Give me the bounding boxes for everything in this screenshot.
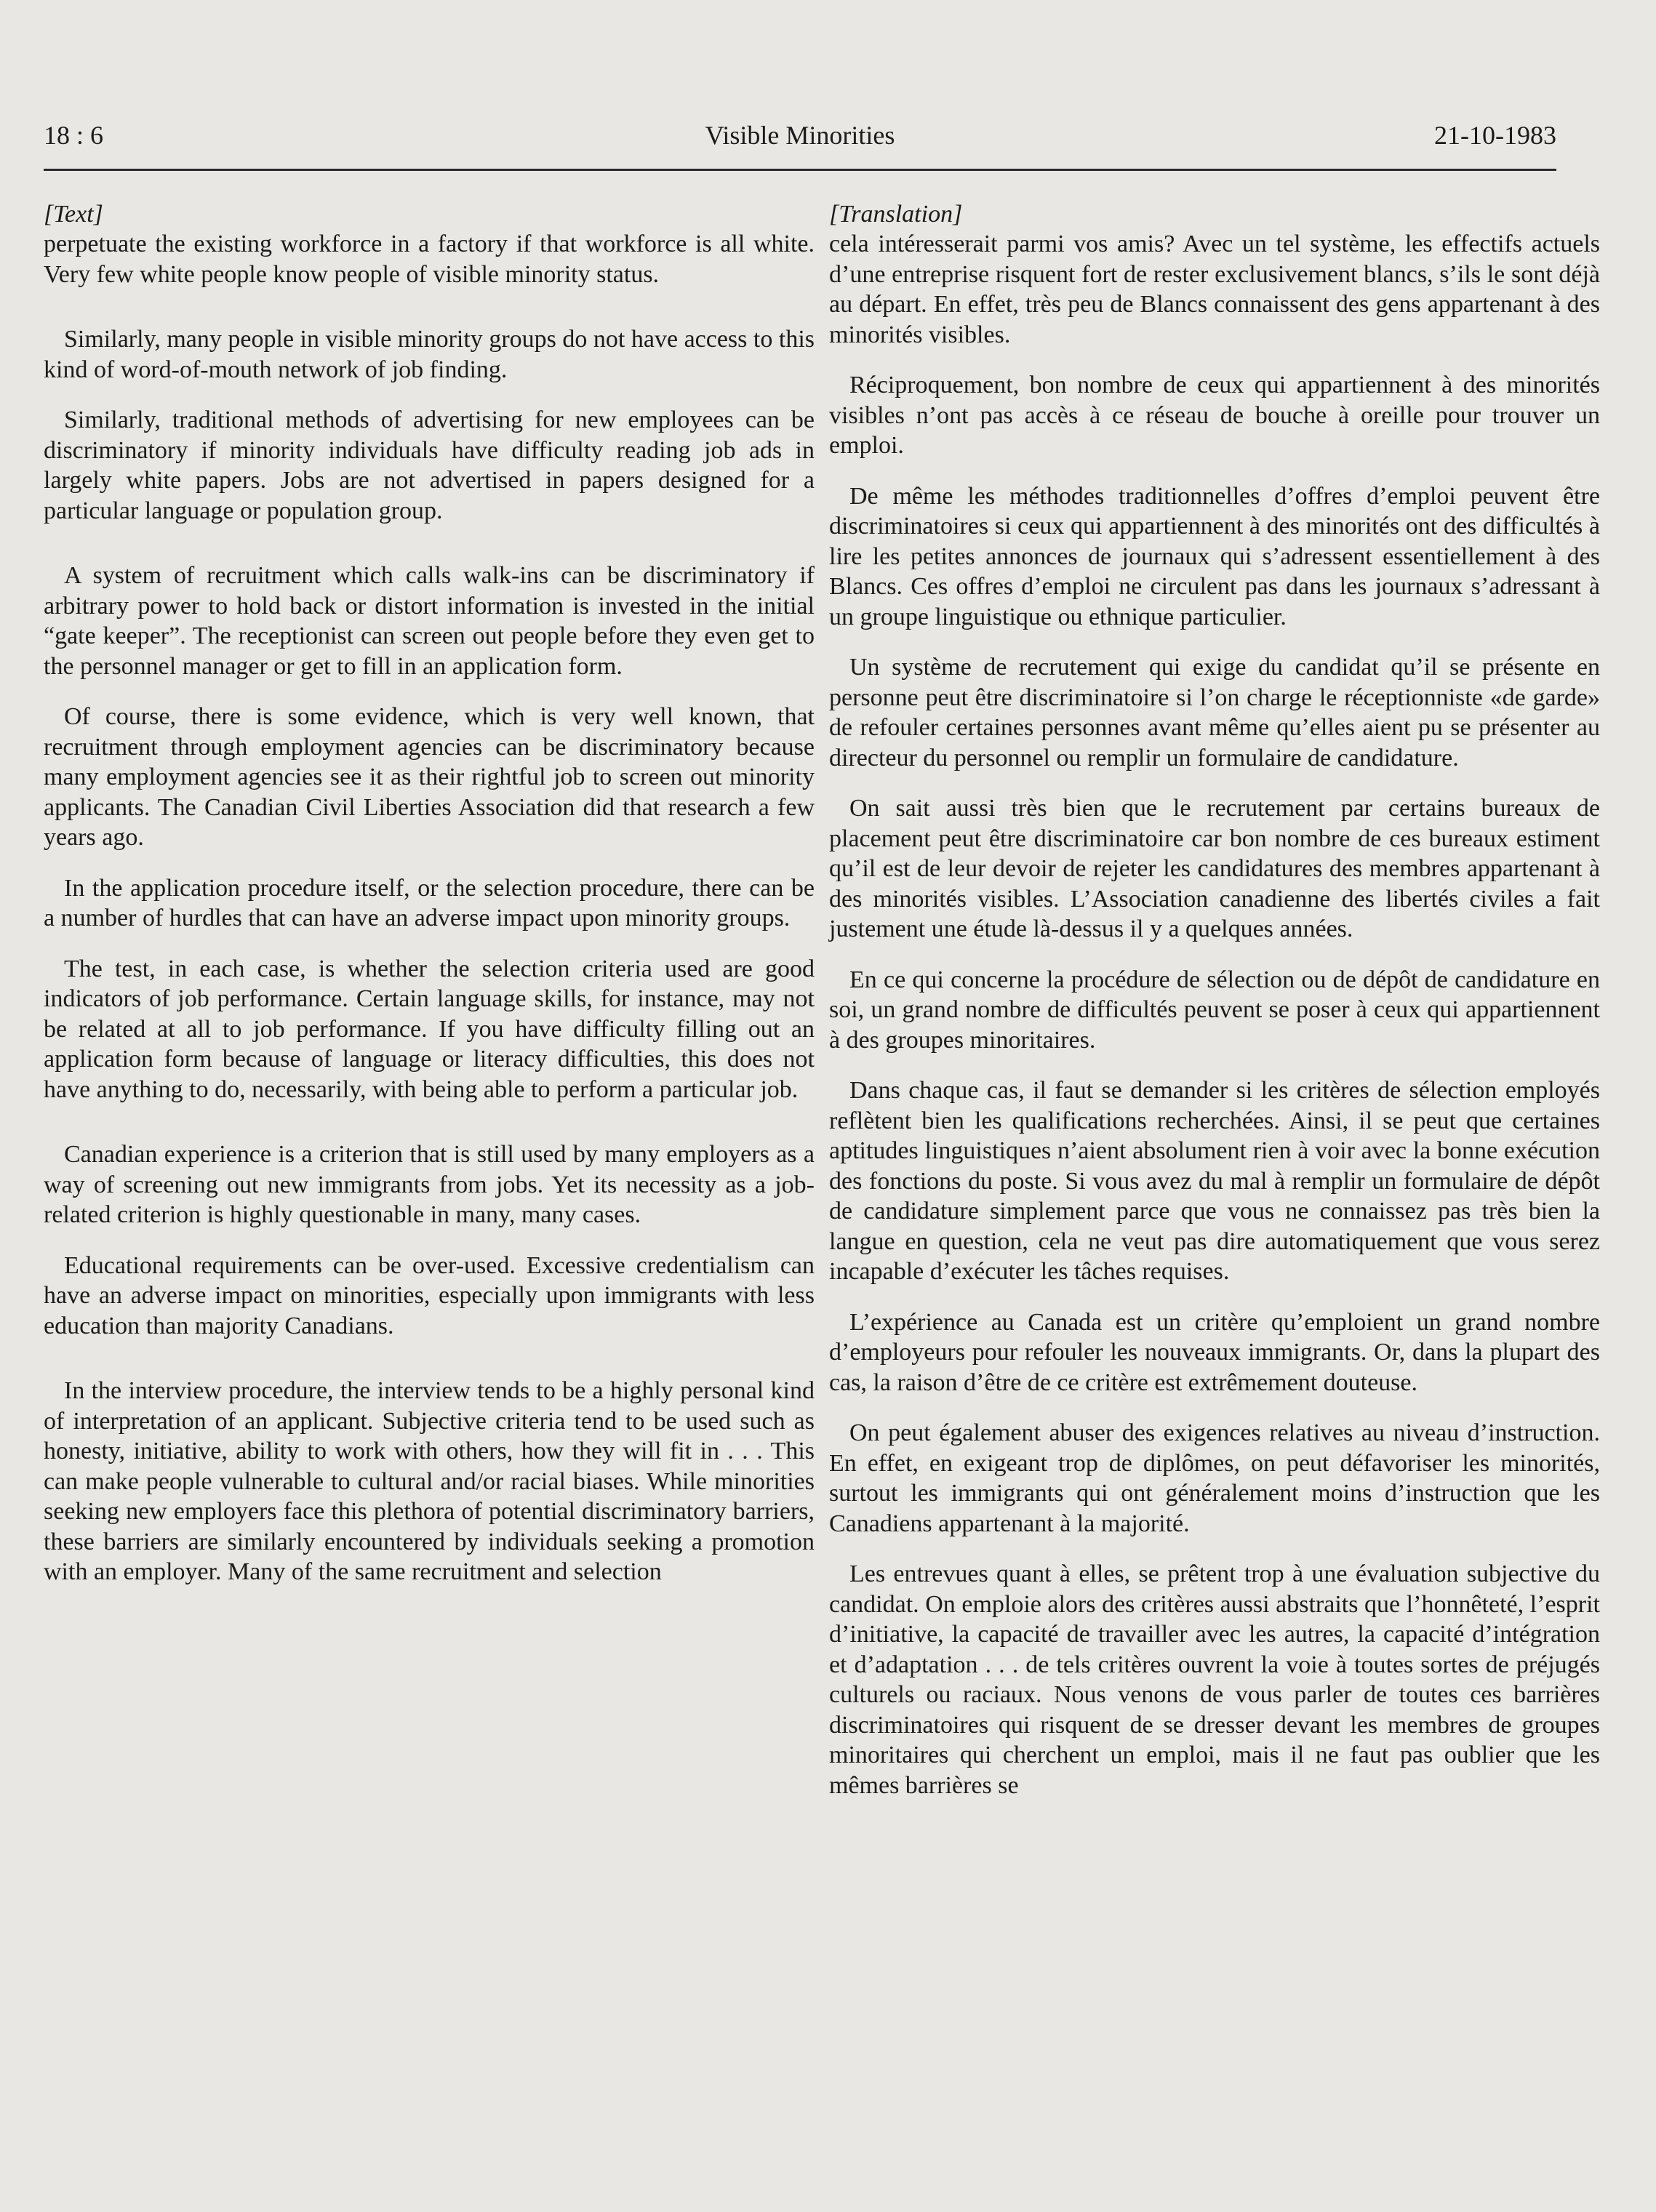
translation-tag: [Translation] xyxy=(829,201,963,228)
paragraph: On peut également abuser des exigences relatives au niveau d’instruction. En effet, en exigeant trop de diplômes, on peut défavoriser les minorités, surtout les immigrants qui ont généralement moins d’instruction que les Canadiens appartenant à la majorité. xyxy=(829,1419,1600,1537)
paragraph: Un système de recrutement qui exige du candidat qu’il se présente en personne peut être discriminatoire si l’on charge le réceptionniste «de garde» de refouler certaines personnes avant même qu’elles aient pu se présenter au directeur du personnel ou remplir un formulaire de candidature. xyxy=(829,654,1600,772)
paragraph: Les entrevues quant à elles, se prêtent trop à une évaluation subjective du candidat. On emploie alors des critères aussi abstraits que l’honnêteté, l’esprit d’initiative, la capacité de travailler avec les autres, la capacité d’intégration et d’adaptation . . . de tels critères ouvrent la voie à toutes sortes de préjugés culturels ou raciaux. Nous venons de vous parler de toutes ces barrières discriminatoires qui risquent de se dresser devant les membres de groupes minoritaires qui cherchent un emploi, mais il ne faut pas oublier que les mêmes barrières se xyxy=(829,1560,1600,1799)
running-title: Visible Minorities xyxy=(705,121,895,150)
paragraph: L’expérience au Canada est un critère qu’emploient un grand nombre d’employeurs pour refouler les nouveaux immigrants. Or, dans la plupart des cas, la raison d’être de ce critère est extrêmement douteuse. xyxy=(829,1308,1600,1396)
paragraph: The test, in each case, is whether the selection criteria used are good indicators of job performance. Certain language skills, for instance, may not be related at all to job performance. If you have difficulty filling out an application form because of language or literacy difficulties, this does not have anything to do, necessarily, with being able to perform a particular job. xyxy=(44,955,815,1103)
header-rule xyxy=(44,169,1556,171)
french-column xyxy=(829,200,1600,1821)
paragraph: En ce qui concerne la procédure de sélection ou de dépôt de candidature en soi, un grand nombre de difficultés peuvent se poser à ceux qui appartiennent à des groupes minoritaires. xyxy=(829,966,1600,1054)
text-tag: [Text] xyxy=(44,201,103,228)
page-header xyxy=(44,120,1556,164)
paragraph: Similarly, traditional methods of advertising for new employees can be discriminatory if minority individuals have difficulty reading job ads in largely white papers. Jobs are not advertised in papers designed for a particular language or population group. xyxy=(44,406,815,524)
paragraph: In the interview procedure, the interview tends to be a highly personal kind of interpretation of an applicant. Subjective criteria tend to be used such as honesty, initiative, ability to work with others, how they will fit in . . . This can make people vulnerable to cultural and/or racial biases. While minorities seeking new employers face this plethora of potential discriminatory barriers, these barriers are similarly encountered by individuals seeking a promotion with an employer. Many of the same recruitment and selection xyxy=(44,1377,815,1585)
english-column xyxy=(44,200,815,1608)
paragraph: Dans chaque cas, il faut se demander si les critères de sélection employés reflètent bien les qualifications recherchées. Ainsi, il se peut que certaines aptitudes linguistiques n’aient absolument rien à voir avec la bonne exécution des fonctions du poste. Si vous avez du mal à remplir un formulaire de dépôt de candidature simplement parce que vous ne connaissez pas très bien la langue en question, cela ne veut pas dire automatiquement que vous serez incapable d’exécuter les tâches requises. xyxy=(829,1077,1600,1285)
paragraph: De même les méthodes traditionnelles d’offres d’emploi peuvent être discriminatoires si ceux qui appartiennent à des minorités ont des difficultés à lire les petites annonces de journaux qui s’adressent essentiellement à des Blancs. Ces offres d’emploi ne circulent pas dans les journaux s’adressant à un groupe linguistique ou ethnique particulier. xyxy=(829,482,1600,630)
paragraph: Of course, there is some evidence, which is very well known, that recruitment through employment agencies can be discriminatory because many employment agencies see it as their rightful job to screen out minority applicants. The Canadian Civil Liberties Association did that research a few years ago. xyxy=(44,703,815,851)
paragraph: Réciproquement, bon nombre de ceux qui appartiennent à des minorités visibles n’ont pas accès à ce réseau de bouche à oreille pour trouver un emploi. xyxy=(829,372,1600,459)
paragraph: On sait aussi très bien que le recrutement par certains bureaux de placement peut être discriminatoire car bon nombre de ces bureaux estiment qu’il est de leur devoir de rejeter les candidatures des membres appartenant à des minorités visibles. L’Association canadienne des libertés civiles a fait justement une étude là-dessus il y a quelques années. xyxy=(829,795,1600,942)
header-date: 21-10-1983 xyxy=(1434,121,1556,150)
paragraph: Canadian experience is a criterion that is still used by many employers as a way of screening out new immigrants from jobs. Yet its necessity as a job-related criterion is highly questionable in many, many cases. xyxy=(44,1141,815,1228)
paragraph: Similarly, many people in visible minority groups do not have access to this kind of word-of-mouth network of job finding. xyxy=(44,326,815,383)
paragraph: Educational requirements can be over-used. Excessive credentialism can have an adverse impact on minorities, especially upon immigrants with less education than majority Canadians. xyxy=(44,1251,815,1339)
paragraph: perpetuate the existing workforce in a factory if that workforce is all white. Very few white people know people of visible minority status. xyxy=(44,231,815,288)
paragraph: A system of recruitment which calls walk-ins can be discriminatory if arbitrary power to hold back or distort information is invested in the initial “gate keeper”. The receptionist can screen out people before they even get to the personnel manager or get to fill in an application form. xyxy=(44,562,815,680)
paragraph: cela intéresserait parmi vos amis? Avec un tel système, les effectifs actuels d’une entreprise risquent fort de rester exclusivement blancs, s’ils le sont déjà au départ. En effet, très peu de Blancs connaissent des gens appartenant à des minorités visibles. xyxy=(829,231,1600,348)
paragraph: In the application procedure itself, or the selection procedure, there can be a number of hurdles that can have an adverse impact upon minority groups. xyxy=(44,874,815,931)
page-reference: 18 : 6 xyxy=(44,121,104,150)
